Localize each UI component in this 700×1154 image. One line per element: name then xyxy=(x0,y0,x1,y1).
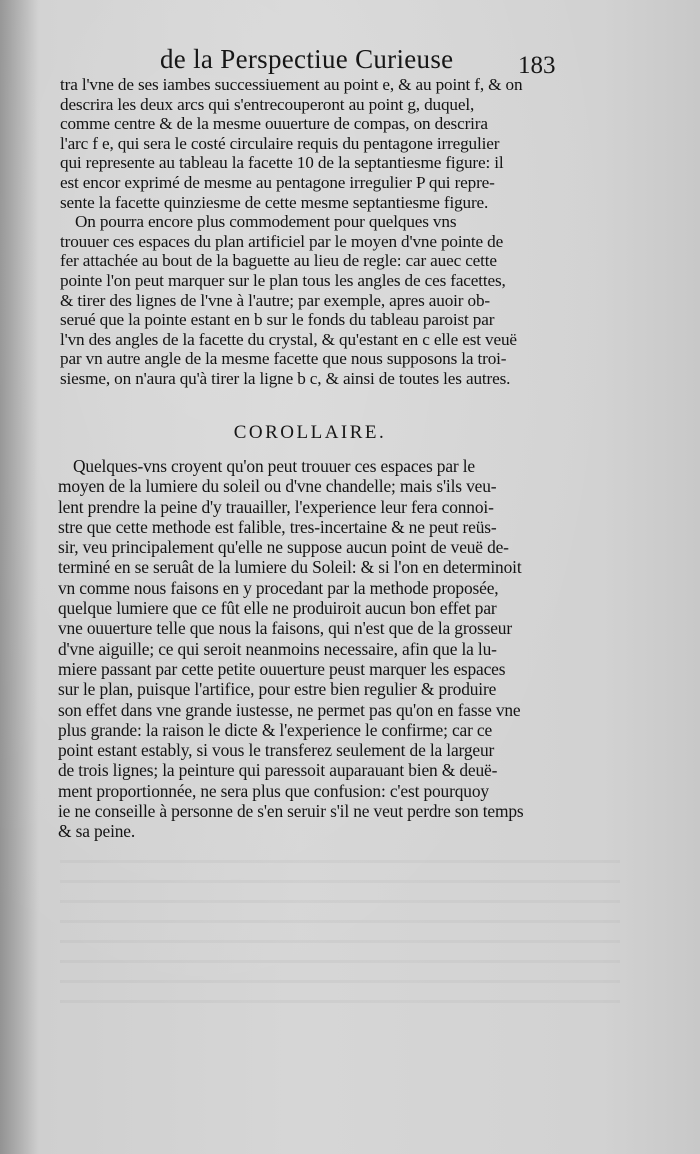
gutter-shadow xyxy=(0,0,38,1154)
text-line: vne ouuerture telle que nous la faisons, qui n'est que de la grosseur xyxy=(58,618,512,639)
section-heading: COROLLAIRE. xyxy=(233,422,387,443)
text-line: fer attachée au bout de la baguette au lieu de regle: car auec cette xyxy=(60,251,497,271)
text-line: l'vn des angles de la facette du crystal, & qu'estant en c elle est veuë xyxy=(60,329,517,349)
text-line: trouuer ces espaces du plan artificiel par le moyen d'vne pointe de xyxy=(60,231,504,251)
show-through-texture xyxy=(60,860,620,1020)
text-line: & tirer des lignes de l'vne à l'autre; par exemple, apres auoir ob- xyxy=(60,290,490,310)
text-line: d'vne aiguille; ce qui seroit neanmoins necessaire, afin que la lu- xyxy=(58,638,497,659)
text-line: comme centre & de la mesme ouuerture de compas, on descrira xyxy=(60,114,488,134)
text-line: On pourra encore plus commodement pour quelques vns xyxy=(75,212,457,232)
text-line: ie ne conseille à personne de s'en seruir s'il ne veut perdre son temps xyxy=(58,801,524,822)
text-line: plus grande: la raison le dicte & l'experience le confirme; car ce xyxy=(58,719,493,740)
text-line: son effet dans vne grande iustesse, ne permet pas qu'on en fasse vne xyxy=(58,699,521,720)
text-line: ment proportionnée, ne sera plus que confusion: c'est pourquoy xyxy=(58,780,489,801)
text-line: quelque lumiere que ce fût elle ne produiroit aucun bon effet par xyxy=(58,598,497,619)
text-line: pointe l'on peut marquer sur le plan tous les angles de ces facettes, xyxy=(60,270,506,290)
text-line: stre que cette methode est falible, tres-incertaine & ne peut reüs- xyxy=(58,516,497,537)
text-line: serué que la pointe estant en b sur le fonds du tableau paroist par xyxy=(60,310,495,330)
running-title: de la Perspectiue Curieuse xyxy=(160,44,454,74)
text-line: & sa peine. xyxy=(58,821,136,842)
text-line: sente la facette quinziesme de cette mesme septantiesme figure. xyxy=(60,192,489,212)
text-line: lent prendre la peine d'y trauailler, l'experience leur fera connoi- xyxy=(58,496,494,517)
text-line: descrira les deux arcs qui s'entrecouperont au point g, duquel, xyxy=(60,94,475,114)
text-line: de trois lignes; la peinture qui paressoit auparauant bien & deuë- xyxy=(58,760,498,781)
text-line: sur le plan, puisque l'artifice, pour estre bien regulier & produire xyxy=(58,679,497,700)
text-line: siesme, on n'aura qu'à tirer la ligne b c, & ainsi de toutes les autres. xyxy=(60,368,511,388)
text-line: qui represente au tableau la facette 10 de la septantiesme figure: il xyxy=(60,153,504,173)
text-line: par vn autre angle de la mesme facette que nous supposons la troi- xyxy=(60,349,507,369)
text-line: moyen de la lumiere du soleil ou d'vne chandelle; mais s'ils veu- xyxy=(58,476,497,497)
main-text xyxy=(60,75,560,389)
text-line: miere passant par cette petite ouuerture peust marquer les espaces xyxy=(58,658,506,679)
corollary-text xyxy=(58,456,558,842)
text-line: terminé en se seruât de la lumiere du Soleil: & si l'on en determinoit xyxy=(58,557,522,578)
text-line: l'arc f e, qui sera le costé circulaire requis du pentagone irregulier xyxy=(60,133,500,153)
text-line: Quelques-vns croyent qu'on peut trouuer ces espaces par le xyxy=(73,456,476,476)
text-line: vn comme nous faisons en y procedant par la methode proposée, xyxy=(58,577,499,598)
text-line: tra l'vne de ses iambes successiuement au point e, & au point f, & on xyxy=(60,75,523,94)
page-number: 183 xyxy=(518,52,556,79)
text-line: point estant estably, si vous le transferez seulement de la largeur xyxy=(58,740,495,761)
text-line: sir, veu principalement qu'elle ne suppose aucun point de veuë de- xyxy=(58,537,509,558)
text-line: est encor exprimé de mesme au pentagone irregulier P qui repre- xyxy=(60,172,495,192)
